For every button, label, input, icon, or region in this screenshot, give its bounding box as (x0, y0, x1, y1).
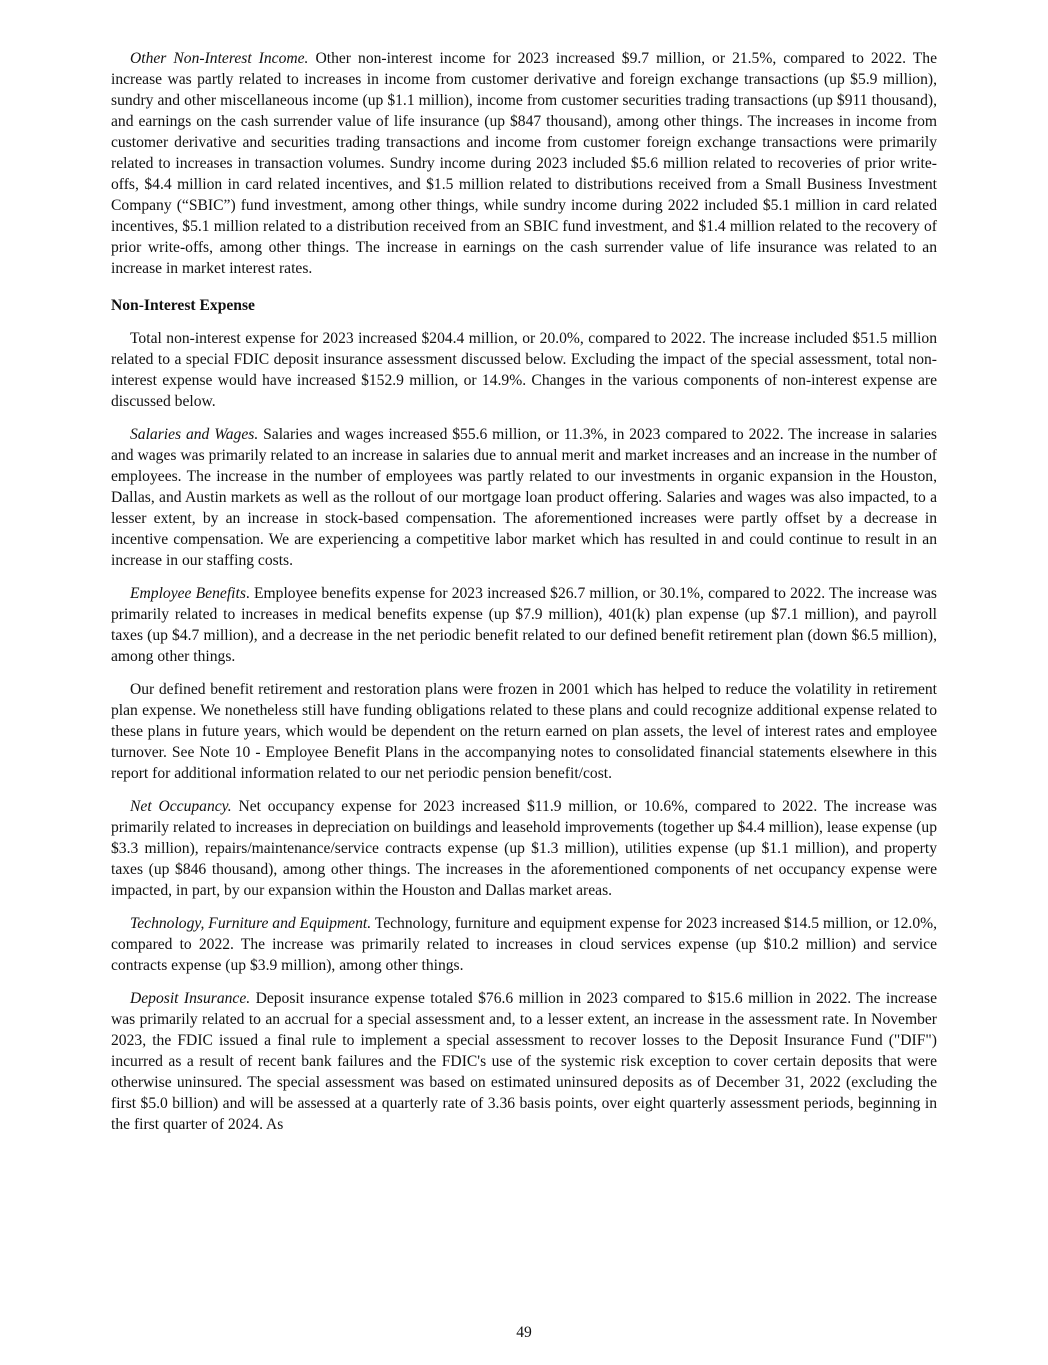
paragraph-lead: Technology, Furniture and Equipment. (130, 915, 372, 932)
paragraph-defined-benefit-plans (111, 679, 937, 784)
paragraph-body: Total non-interest expense for 2023 increased $204.4 million, or 20.0%, compared to 2022. The increase included $51.5 million related to a special FDIC deposit insurance assessment discussed below. Excluding the impact of the special assessment, total non-interest expense would have increased $152.9 million, or 14.9%. Changes in the various components of non-interest expense are discussed below. (111, 330, 937, 410)
paragraph-body: Other non-interest income for 2023 increased $9.7 million, or 21.5%, compared to 2022. The increase was partly related to increases in income from customer derivative and foreign exchange transactions (up $5.9 million), sundry and other miscellaneous income (up $1.1 million), income from customer securities trading transactions (up $911 thousand), and earnings on the cash surrender value of life insurance (up $847 thousand), among other things. The increases in income from customer derivative and securities trading transactions and income from customer foreign exchange transactions were primarily related to increases in transaction volumes. Sundry income during 2023 included $5.6 million related to recoveries of prior write-offs, $4.4 million in card related incentives, and $1.5 million related to distributions received from a Small Business Investment Company (“SBIC”) fund investment, among other things, while sundry income during 2022 included $5.1 million in card related incentives, $5.1 million related to a distribution received from an SBIC fund investment, and $1.4 million related to the recovery of prior write-offs, among other things. The increase in earnings on the cash surrender value of life insurance was related to an increase in market interest rates. (111, 50, 937, 277)
paragraph-deposit-insurance (111, 988, 937, 1135)
paragraph-body: Technology, furniture and equipment expense for 2023 increased $14.5 million, or 12.0%, compared to 2022. The increase was primarily related to increases in cloud services expense (up $10.2 million) and service contracts expense (up $3.9 million), among other things. (111, 915, 938, 974)
paragraph-lead: Employee Benefits (130, 585, 246, 602)
paragraph-salaries-and-wages (111, 424, 937, 571)
paragraph-body: Our defined benefit retirement and restoration plans were frozen in 2001 which has helped to reduce the volatility in retirement plan expense. We nonetheless still have funding obligations related to these plans and could recognize additional expense related to these plans in future years, which would be dependent on the return earned on plan assets, the level of interest rates and employee turnover. See Note 10 - Employee Benefit Plans in the accompanying notes to consolidated financial statements elsewhere in this report for additional information related to our net periodic pension benefit/cost. (111, 681, 937, 782)
paragraph-body: Deposit insurance expense totaled $76.6 million in 2023 compared to $15.6 million in 2022. The increase was primarily related to an accrual for a special assessment and, to a lesser extent, an increase in the assessment rate. In November 2023, the FDIC issued a final rule to implement a special assessment to recover losses to the Deposit Insurance Fund ("DIF") incurred as a result of recent bank failures and the FDIC's use of the systemic risk exception to cover certain deposits that were otherwise uninsured. The special assessment was based on estimated uninsured deposits as of December 31, 2022 (excluding the first $5.0 billion) and will be assessed at a quarterly rate of 3.36 basis points, over eight quarterly assessment periods, beginning in the first quarter of 2024. As (111, 990, 937, 1133)
paragraph-lead: Salaries and Wages. (130, 426, 259, 443)
page-number: 49 (516, 1324, 532, 1341)
paragraph-lead: Other Non-Interest Income. (130, 50, 309, 67)
paragraph-body: . Employee benefits expense for 2023 increased $26.7 million, or 30.1%, compared to 2022. The increase was primarily related to increases in medical benefits expense (up $7.9 million), 401(k) plan expense (up $7.1 million), and payroll taxes (up $4.7 million), and a decrease in the net periodic benefit related to our defined benefit retirement plan (down $6.5 million), among other things. (111, 585, 938, 665)
paragraph-lead: Net Occupancy. (130, 798, 232, 815)
paragraph-body: Salaries and wages increased $55.6 million, or 11.3%, in 2023 compared to 2022. The increase in salaries and wages was primarily related to an increase in salaries due to annual merit and market increases and an increase in the number of employees. The increase in the number of employees was partly related to our investments in organic expansion in the Houston, Dallas, and Austin markets as well as the rollout of our mortgage loan product offering. Salaries and wages was also impacted, to a lesser extent, by an increase in stock-based compensation. The aforementioned increases were partly offset by a decrease in incentive compensation. We are experiencing a competitive labor market which has resulted in and could continue to result in an increase in our staffing costs. (111, 426, 937, 569)
section-heading-non-interest-expense: Non-Interest Expense (111, 297, 255, 314)
paragraph-other-non-interest-income (111, 48, 937, 279)
paragraph-body: Net occupancy expense for 2023 increased $11.9 million, or 10.6%, compared to 2022. The increase was primarily related to increases in depreciation on buildings and leasehold improvements (together up $4.4 million), lease expense (up $3.3 million), repairs/maintenance/service contracts expense (up $1.3 million), utilities expense (up $1.1 million), and property taxes (up $846 thousand), among other things. The increases in the aforementioned components of net occupancy expense were impacted, in part, by our expansion within the Houston and Dallas market areas. (111, 798, 937, 899)
paragraph-net-occupancy (111, 796, 937, 901)
paragraph-employee-benefits (111, 583, 937, 667)
paragraph-technology-furniture-equipment (111, 913, 937, 976)
paragraph-lead: Deposit Insurance. (130, 990, 251, 1007)
paragraph-total-non-interest-expense (111, 328, 937, 412)
document-page (111, 48, 937, 1147)
